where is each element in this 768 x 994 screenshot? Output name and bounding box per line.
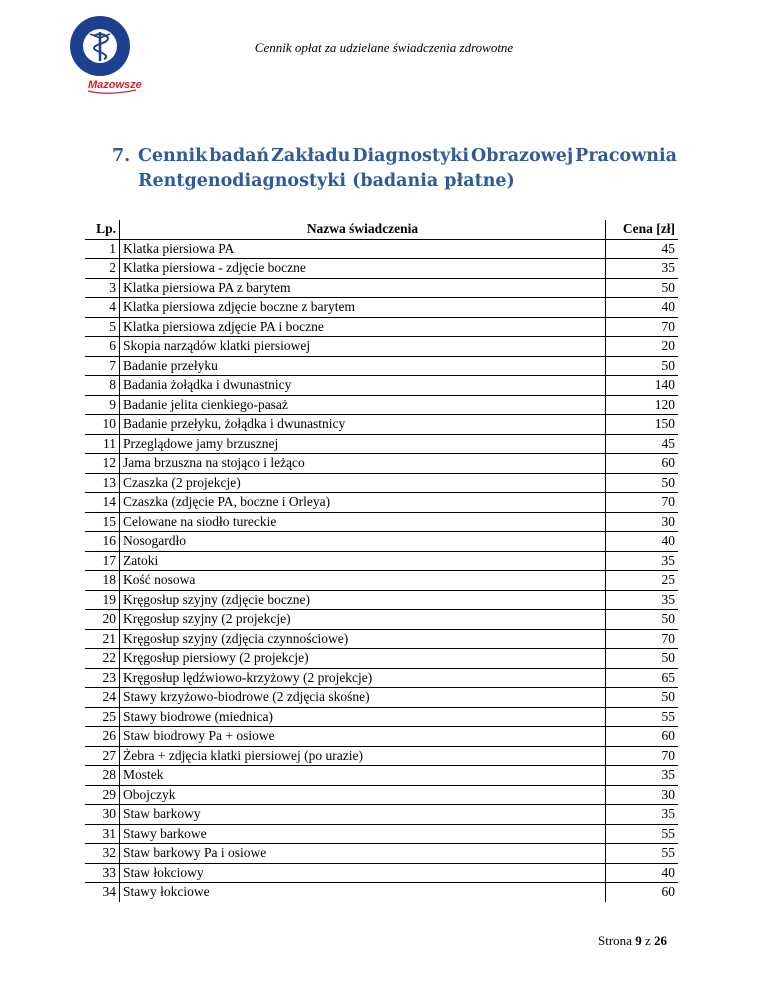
row-name: Badanie przełyku, żołądka i dwunastnicy — [120, 415, 606, 435]
row-price: 20 — [606, 337, 679, 357]
row-lp: 2 — [85, 259, 120, 279]
row-name: Skopia narządów klatki piersiowej — [120, 337, 606, 357]
row-price: 70 — [606, 493, 679, 513]
row-price: 50 — [606, 278, 679, 298]
row-lp: 9 — [85, 395, 120, 415]
table-row — [85, 668, 678, 688]
row-name: Badania żołądka i dwunastnicy — [120, 376, 606, 396]
table-row — [85, 317, 678, 337]
row-name: Badanie jelita cienkiego-pasaż — [120, 395, 606, 415]
table-row — [85, 356, 678, 376]
table-row — [85, 805, 678, 825]
table-row — [85, 376, 678, 396]
table-row — [85, 883, 678, 902]
table-row — [85, 298, 678, 318]
row-lp: 25 — [85, 707, 120, 727]
row-name: Staw barkowy — [120, 805, 606, 825]
row-price: 70 — [606, 317, 679, 337]
row-price: 30 — [606, 785, 679, 805]
title-word: Pracownia — [575, 146, 677, 166]
page-header: Cennik opłat za udzielane świadczenia zdrowotne — [254, 40, 514, 55]
table-row — [85, 844, 678, 864]
row-price: 60 — [606, 727, 679, 747]
table-row — [85, 512, 678, 532]
row-name: Stawy łokciowe — [120, 883, 606, 902]
section-title — [112, 144, 677, 194]
row-name: Nosogardło — [120, 532, 606, 552]
row-price: 120 — [606, 395, 679, 415]
section-number: 7. — [112, 146, 131, 166]
title-word: Zakładu — [271, 146, 351, 166]
table-row — [85, 454, 678, 474]
row-lp: 33 — [85, 863, 120, 883]
row-lp: 18 — [85, 571, 120, 591]
row-price: 55 — [606, 844, 679, 864]
row-name: Kręgosłup szyjny (zdjęcie boczne) — [120, 590, 606, 610]
title-word: Cennik — [138, 146, 208, 166]
row-lp: 21 — [85, 629, 120, 649]
title-word: badań — [209, 146, 270, 166]
row-lp: 31 — [85, 824, 120, 844]
row-price: 45 — [606, 434, 679, 454]
row-price: 55 — [606, 824, 679, 844]
row-price: 50 — [606, 688, 679, 708]
table-row — [85, 571, 678, 591]
row-name: Badanie przełyku — [120, 356, 606, 376]
row-lp: 11 — [85, 434, 120, 454]
row-lp: 29 — [85, 785, 120, 805]
svg-text:Mazowsze: Mazowsze — [88, 79, 142, 91]
row-price: 35 — [606, 590, 679, 610]
row-lp: 17 — [85, 551, 120, 571]
row-name: Jama brzuszna na stojąco i leżąco — [120, 454, 606, 474]
section-title-line2: Rentgenodiagnostyki (badania płatne) — [138, 171, 515, 191]
table-row — [85, 337, 678, 357]
hospital-logo — [60, 12, 156, 98]
row-price: 55 — [606, 707, 679, 727]
header-name: Nazwa świadczenia — [120, 220, 606, 239]
row-name: Kręgosłup lędźwiowo-krzyżowy (2 projekcje) — [120, 668, 606, 688]
page-separator: z — [644, 933, 651, 948]
row-lp: 27 — [85, 746, 120, 766]
row-lp: 10 — [85, 415, 120, 435]
row-lp: 22 — [85, 649, 120, 669]
table-row — [85, 532, 678, 552]
row-price: 30 — [606, 512, 679, 532]
table-row — [85, 707, 678, 727]
table-row — [85, 434, 678, 454]
table-row — [85, 493, 678, 513]
row-lp: 15 — [85, 512, 120, 532]
row-name: Klatka piersiowa zdjęcie boczne z barytem — [120, 298, 606, 318]
table-row — [85, 863, 678, 883]
row-name: Czaszka (2 projekcje) — [120, 473, 606, 493]
title-word: Obrazowej — [471, 146, 574, 166]
row-lp: 14 — [85, 493, 120, 513]
row-price: 35 — [606, 766, 679, 786]
row-name: Kość nosowa — [120, 571, 606, 591]
table-row — [85, 278, 678, 298]
table-row — [85, 727, 678, 747]
row-name: Staw barkowy Pa i osiowe — [120, 844, 606, 864]
row-name: Stawy barkowe — [120, 824, 606, 844]
row-name: Kręgosłup szyjny (zdjęcia czynnościowe) — [120, 629, 606, 649]
row-lp: 34 — [85, 883, 120, 902]
table-row — [85, 746, 678, 766]
table-row — [85, 473, 678, 493]
row-lp: 4 — [85, 298, 120, 318]
row-lp: 16 — [85, 532, 120, 552]
row-name: Klatka piersiowa PA z barytem — [120, 278, 606, 298]
row-name: Stawy krzyżowo-biodrowe (2 zdjęcia skośne) — [120, 688, 606, 708]
table-row — [85, 415, 678, 435]
row-lp: 5 — [85, 317, 120, 337]
row-lp: 20 — [85, 610, 120, 630]
row-name: Obojczyk — [120, 785, 606, 805]
table-row — [85, 629, 678, 649]
row-price: 25 — [606, 571, 679, 591]
total-pages: 26 — [653, 933, 667, 948]
row-lp: 30 — [85, 805, 120, 825]
row-price: 150 — [606, 415, 679, 435]
table-row — [85, 824, 678, 844]
page-label: Strona — [598, 933, 632, 948]
header-price: Cena [zł] — [622, 221, 675, 237]
row-name: Czaszka (zdjęcie PA, boczne i Orleya) — [120, 493, 606, 513]
row-name: Klatka piersiowa zdjęcie PA i boczne — [120, 317, 606, 337]
row-price: 35 — [606, 805, 679, 825]
row-lp: 6 — [85, 337, 120, 357]
row-price: 40 — [606, 863, 679, 883]
row-price: 65 — [606, 668, 679, 688]
row-price: 35 — [606, 551, 679, 571]
row-lp: 32 — [85, 844, 120, 864]
row-name: Zatoki — [120, 551, 606, 571]
page-number — [598, 933, 667, 949]
row-price: 40 — [606, 298, 679, 318]
table-row — [85, 766, 678, 786]
row-price: 45 — [606, 239, 679, 259]
table-row — [85, 395, 678, 415]
row-lp: 3 — [85, 278, 120, 298]
current-page: 9 — [635, 933, 642, 948]
table-row — [85, 649, 678, 669]
row-lp: 12 — [85, 454, 120, 474]
table-row — [85, 239, 678, 259]
row-name: Celowane na siodło tureckie — [120, 512, 606, 532]
row-name: Staw łokciowy — [120, 863, 606, 883]
row-name: Mostek — [120, 766, 606, 786]
row-name: Klatka piersiowa PA — [120, 239, 606, 259]
title-word: Diagnostyki — [352, 146, 470, 166]
row-price: 140 — [606, 376, 679, 396]
row-lp: 13 — [85, 473, 120, 493]
row-price: 60 — [606, 454, 679, 474]
row-price: 70 — [606, 629, 679, 649]
row-lp: 8 — [85, 376, 120, 396]
row-name: Przeglądowe jamy brzusznej — [120, 434, 606, 454]
row-lp: 26 — [85, 727, 120, 747]
table-row — [85, 688, 678, 708]
row-price: 50 — [606, 356, 679, 376]
row-price: 40 — [606, 532, 679, 552]
row-lp: 23 — [85, 668, 120, 688]
row-price: 50 — [606, 649, 679, 669]
row-name: Staw biodrowy Pa + osiowe — [120, 727, 606, 747]
table-row — [85, 785, 678, 805]
header-lp: Lp. — [85, 220, 120, 239]
table-row — [85, 610, 678, 630]
row-name: Kręgosłup piersiowy (2 projekcje) — [120, 649, 606, 669]
price-table — [85, 220, 678, 902]
row-name: Klatka piersiowa - zdjęcie boczne — [120, 259, 606, 279]
row-lp: 24 — [85, 688, 120, 708]
row-lp: 19 — [85, 590, 120, 610]
row-name: Żebra + zdjęcia klatki piersiowej (po urazie) — [120, 746, 606, 766]
row-name: Kręgosłup szyjny (2 projekcje) — [120, 610, 606, 630]
row-price: 35 — [606, 259, 679, 279]
row-price: 60 — [606, 883, 679, 902]
row-lp: 7 — [85, 356, 120, 376]
row-price: 50 — [606, 473, 679, 493]
table-row — [85, 590, 678, 610]
row-price: 70 — [606, 746, 679, 766]
row-lp: 1 — [85, 239, 120, 259]
row-lp: 28 — [85, 766, 120, 786]
table-row — [85, 259, 678, 279]
table-row — [85, 551, 678, 571]
row-name: Stawy biodrowe (miednica) — [120, 707, 606, 727]
row-price: 50 — [606, 610, 679, 630]
table-header-row — [85, 220, 678, 239]
